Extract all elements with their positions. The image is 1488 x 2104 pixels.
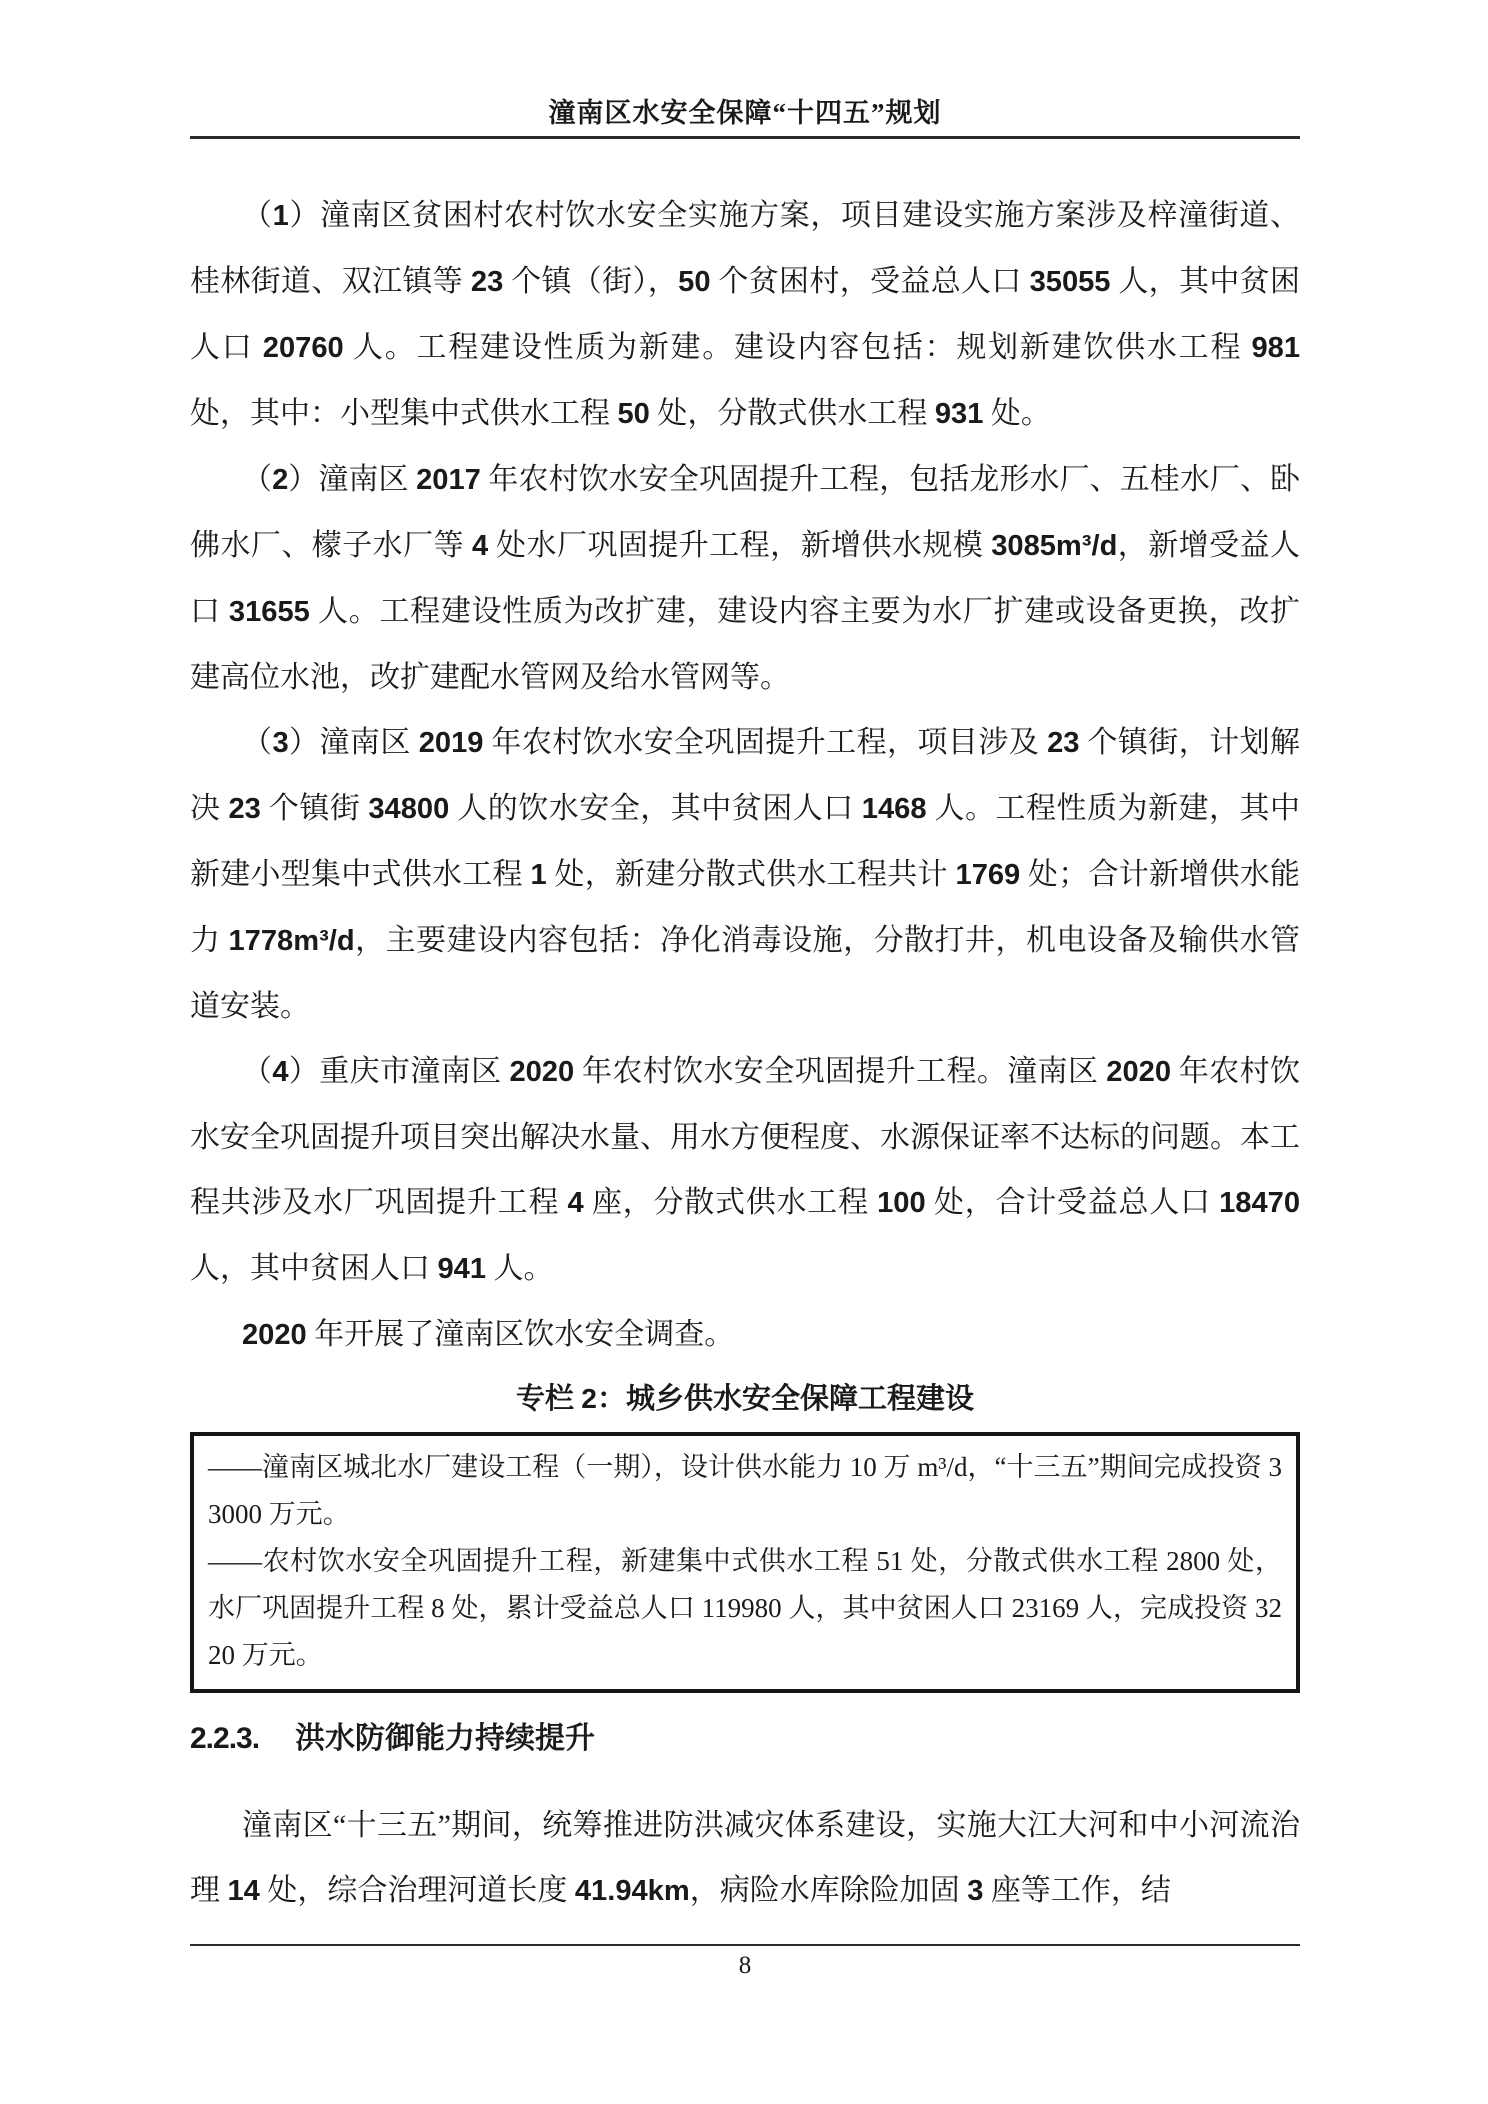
page-number: 8 (738, 1952, 752, 1979)
page-header (190, 0, 1300, 139)
paragraph-4: （4）重庆市潼南区 2020 年农村饮水安全巩固提升工程。潼南区 2020 年农村饮水安全巩固提升项目突出解决水量、用水方便程度、水源保证率不达标的问题。本工程共涉及水厂巩固提升工程 4 座，分散式供水工程 100 处，合计受益总人口 18470 人，其中贫困人口 941 人。 (190, 1055, 1301, 1285)
paragraph-2: （2）潼南区 2017 年农村饮水安全巩固提升工程，包括龙形水厂、五桂水厂、卧佛水厂、檬子水厂等 4 处水厂巩固提升工程，新增供水规模 3085m³/d，新增受益人口 31655 人。工程建设性质为改扩建，建设内容主要为水厂扩建或设备更换，改扩建高位水池，改扩建配水管网及给水管网等。 (190, 463, 1301, 694)
paragraph-5: 2020 年开展了潼南区饮水安全调查。 (242, 1318, 735, 1351)
closing-paragraph: 潼南区“十三五”期间，统筹推进防洪减灾体系建设，实施大江大河和中小河流治理 14 处，综合治理河道长度 41.94km，病险水库除险加固 3 座等工作，结 (190, 1809, 1300, 1907)
section-heading-title: 洪水防御能力持续提升 (295, 1722, 596, 1755)
column-box-item-1: ——潼南区城北水厂建设工程（一期），设计供水能力 10 万 m³/d，“十三五”期间完成投资 33000 万元。 (208, 1452, 1282, 1529)
paragraph-1: （1）潼南区贫困村农村饮水安全实施方案，项目建设实施方案涉及梓潼街道、桂林街道、双江镇等 23 个镇（街），50 个贫困村，受益总人口 35055 人，其中贫困人口 20760 人。工程建设性质为新建。建设内容包括：规划新建饮供水工程 981 处，其中：小型集中式供水工程 50 处，分散式供水工程 931 处。 (190, 199, 1301, 430)
paragraph-3: （3）潼南区 2019 年农村饮水安全巩固提升工程，项目涉及 23 个镇街，计划解决 23 个镇街 34800 人的饮水安全，其中贫困人口 1468 人。工程性质为新建，其中新建小型集中式供水工程 1 处，新建分散式供水工程共计 1769 处；合计新增供水能力 1778m³/d，主要建设内容包括：净化消毒设施，分散打井，机电设备及输供水管道安装。 (190, 726, 1301, 1023)
column-box-item-2: ——农村饮水安全巩固提升工程，新建集中式供水工程 51 处，分散式供水工程 2800 处，水厂巩固提升工程 8 处，累计受益总人口 119980 人，其中贫困人口 23169 人，完成投资 3220 万元。 (208, 1546, 1282, 1670)
section-heading-number: 2.2.3. (190, 1722, 260, 1755)
header-title: 潼南区水安全保障“十四五”规划 (548, 98, 942, 128)
column-box-title: 专栏 2：城乡供水安全保障工程建设 (516, 1383, 974, 1415)
page-footer (190, 1944, 1300, 1981)
column-box (190, 1432, 1300, 1693)
document-body (190, 139, 1300, 1924)
section-heading (190, 1707, 1300, 1771)
